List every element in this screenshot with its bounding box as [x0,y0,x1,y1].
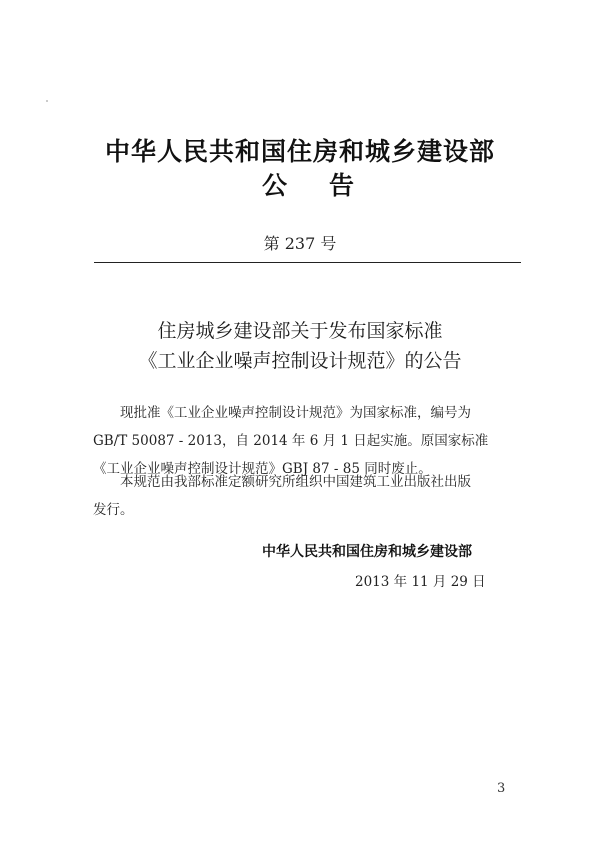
announcement-number: 第 237 号 [263,234,337,253]
headline-line-1: 住房城乡建设部关于发布国家标准 [157,320,443,342]
body-paragraph-2 [93,468,523,524]
notice-title-char-1: 公 [262,171,288,200]
paragraph-2-line-1: 本规范由我部标准定额研究所组织中国建筑工业出版社出版 [120,474,471,490]
scan-speck [46,100,48,102]
notice-title-char-2: 告 [329,171,355,200]
headline-line-2: 《工业企业噪声控制设计规范》的公告 [138,350,462,372]
page-number: 3 [497,781,506,796]
notice-title [262,166,354,202]
paragraph-1-line-3: 《工业企业噪声控制设计规范》GBJ 87 - 85 同时废止。 [93,461,432,477]
header-divider [94,262,521,263]
paragraph-2-line-2: 发行。 [93,502,134,518]
issuing-organization-title: 中华人民共和国住房和城乡建设部 [104,137,495,166]
paragraph-1-line-2: GB/T 50087 - 2013，自 2014 年 6 月 1 日起实施。原国家标准 [93,433,489,449]
signing-organization: 中华人民共和国住房和城乡建设部 [262,544,472,560]
issue-date: 2013 年 11 月 29 日 [355,574,486,590]
paragraph-1-line-1: 现批准《工业企业噪声控制设计规范》为国家标准，编号为 [120,405,471,421]
